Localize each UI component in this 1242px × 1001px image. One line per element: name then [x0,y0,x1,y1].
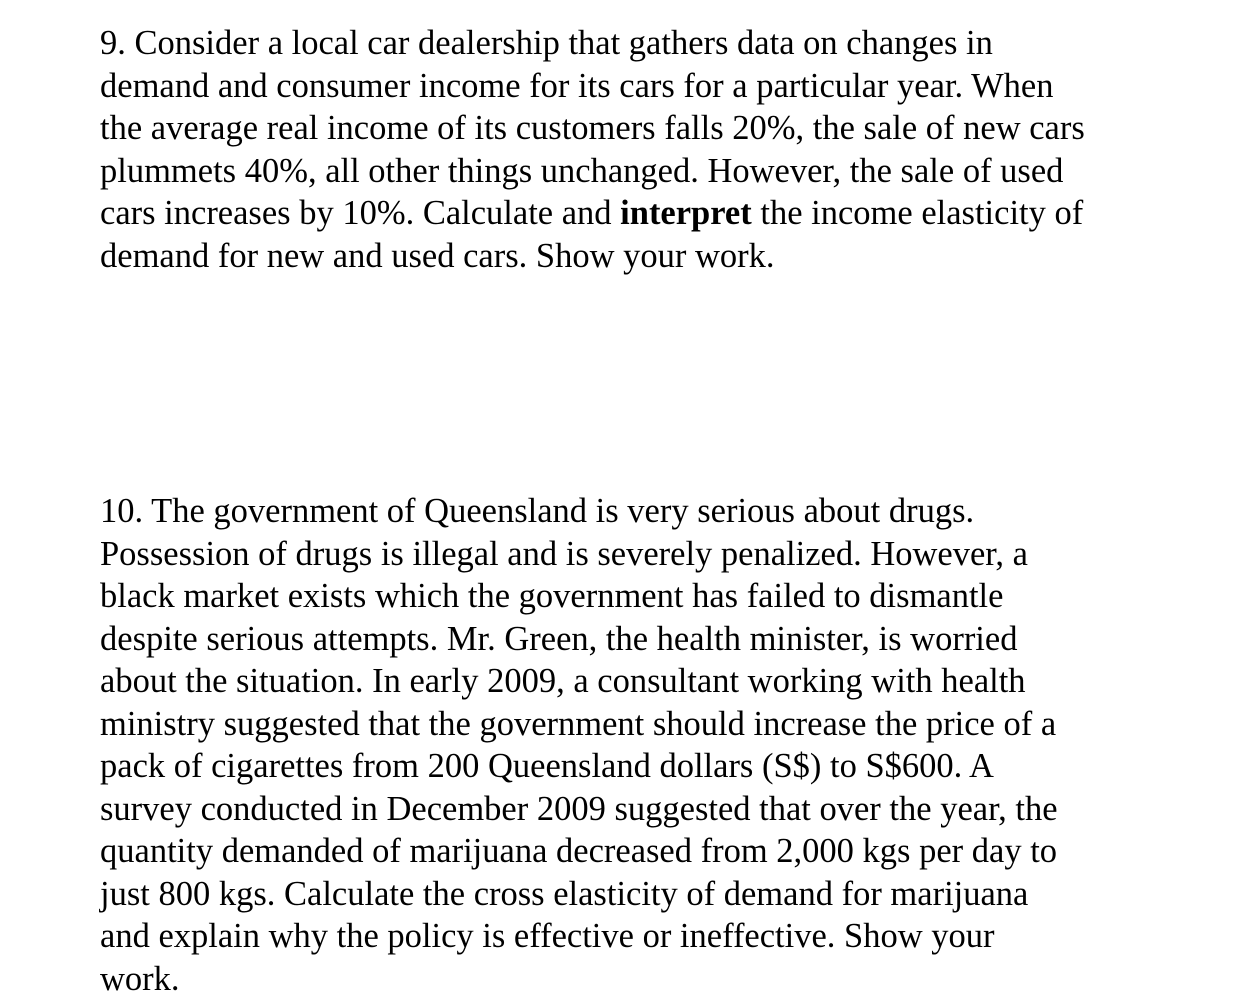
question-9 [100,22,1180,277]
question-9-line: demand for new and used cars. Show your work. [100,236,775,275]
emphasis-interpret: interpret [620,194,752,232]
question-10-line: work. [100,959,180,998]
question-9-line: the average real income of its customers falls 20%, the sale of new cars [100,109,1085,147]
question-10-line: quantity demanded of marijuana decreased from 2,000 kgs per day to [100,832,1058,870]
question-10-line: just 800 kgs. Calculate the cross elasticity of demand for marijuana [100,874,1029,913]
question-10-line: pack of cigarettes from 200 Queensland dollars (S$) to S$600. A [100,747,994,785]
question-10-line: 10. The government of Queensland is very serious about drugs. [100,492,975,530]
question-9-line: plummets 40%, all other things unchanged. However, the sale of used [100,151,1064,190]
question-10 [100,490,1180,1000]
question-9-text: cars increases by 10%. Calculate and [100,194,621,232]
question-10-line: Possession of drugs is illegal and is severely penalized. However, a [100,534,1028,573]
question-9-line: demand and consumer income for its cars for a particular year. When [100,66,1054,105]
question-10-line: ministry suggested that the government should increase the price of a [100,704,1057,743]
question-9-line [100,192,1180,235]
question-10-line: and explain why the policy is effective or ineffective. Show your [100,917,995,955]
question-10-line: despite serious attempts. Mr. Green, the health minister, is worried [100,619,1018,658]
question-9-text: the income elasticity of [751,194,1084,232]
question-10-line: about the situation. In early 2009, a consultant working with health [100,662,1026,700]
question-9-line: 9. Consider a local car dealership that gathers data on changes in [100,24,993,62]
question-10-line: black market exists which the government has failed to dismantle [100,577,1004,615]
question-10-line: survey conducted in December 2009 suggested that over the year, the [100,789,1058,828]
